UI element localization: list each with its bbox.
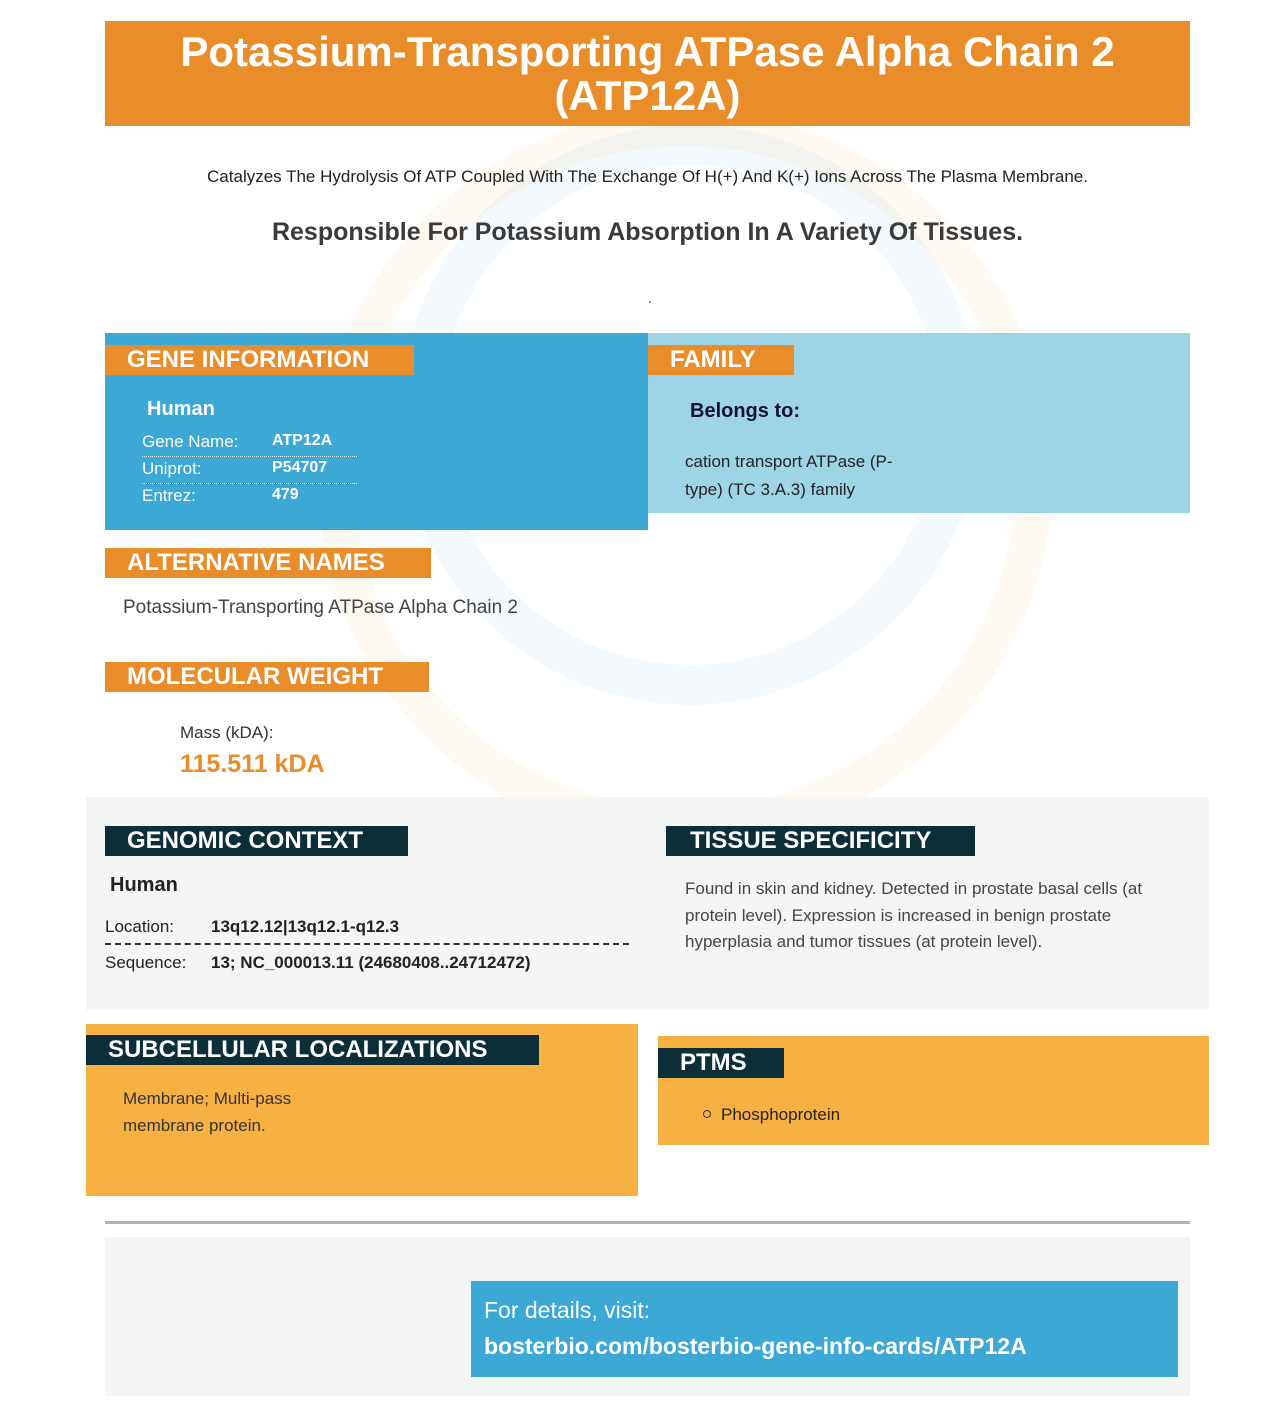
subcellular-text: Membrane; Multi-pass membrane protein. — [123, 1089, 292, 1135]
entrez-value: 479 — [272, 486, 299, 503]
details-label: For details, visit: — [484, 1297, 651, 1323]
details-link[interactable]: bosterbio.com/bosterbio-gene-info-cards/ATP12A — [484, 1333, 1027, 1359]
uniprot-row — [142, 456, 357, 484]
uniprot-value: P54707 — [272, 459, 328, 476]
separator-dot: . — [648, 290, 652, 306]
function-description: Catalyzes The Hydrolysis Of ATP Coupled With The Exchange Of H(+) And K(+) Ions Across The Plasma Membrane. — [207, 167, 1088, 186]
ptms-header: PTMS — [658, 1048, 784, 1078]
uniprot-label: Uniprot: — [142, 459, 202, 478]
location-row — [105, 909, 629, 945]
gene-name-value: ATP12A — [272, 432, 333, 449]
circle-bullet-icon — [703, 1110, 711, 1118]
family-text: cation transport ATPase (P-type) (TC 3.A.3) family — [685, 452, 893, 499]
family-header: FAMILY — [648, 345, 794, 375]
alternative-names-header: ALTERNATIVE NAMES — [105, 548, 431, 578]
page-title: Potassium-Transporting ATPase Alpha Chain 2 (ATP12A) — [105, 21, 1190, 126]
gene-species: Human — [147, 398, 215, 420]
entrez-label: Entrez: — [142, 486, 196, 505]
sequence-value: 13; NC_000013.11 (24680408..24712472) — [211, 953, 531, 972]
tissue-specificity-header: TISSUE SPECIFICITY — [666, 826, 975, 856]
function-summary: Responsible For Potassium Absorption In A Variety Of Tissues. — [271, 218, 1024, 246]
belongs-to-label: Belongs to: — [690, 400, 800, 422]
entrez-row — [142, 483, 357, 510]
gene-name-label: Gene Name: — [142, 432, 239, 451]
location-label: Location: — [105, 917, 174, 936]
details-callout — [471, 1281, 1178, 1377]
molecular-weight-header: MOLECULAR WEIGHT — [105, 662, 429, 692]
footer-divider — [105, 1221, 1190, 1224]
mass-label: Mass (kDA): — [180, 723, 274, 742]
mass-value: 115.511 kDA — [180, 750, 325, 778]
sequence-row — [105, 945, 629, 979]
ptm-item-label: Phosphoprotein — [721, 1105, 841, 1124]
sequence-label: Sequence: — [105, 953, 187, 972]
subcellular-localizations-header: SUBCELLULAR LOCALIZATIONS — [86, 1035, 539, 1065]
alternative-names-text: Potassium-Transporting ATPase Alpha Chain 2 — [123, 597, 518, 618]
gene-name-row — [142, 429, 357, 457]
genomic-species: Human — [110, 874, 178, 896]
location-value: 13q12.12|13q12.1-q12.3 — [211, 917, 400, 936]
ptm-list-item — [703, 1105, 840, 1125]
genomic-context-header: GENOMIC CONTEXT — [105, 826, 408, 856]
tissue-specificity-text: Found in skin and kidney. Detected in prostate basal cells (at protein level). Expression is increased in benign prostate hyperplasia and tumor tissues (at protein level). — [685, 879, 1143, 951]
gene-information-header: GENE INFORMATION — [105, 345, 414, 375]
